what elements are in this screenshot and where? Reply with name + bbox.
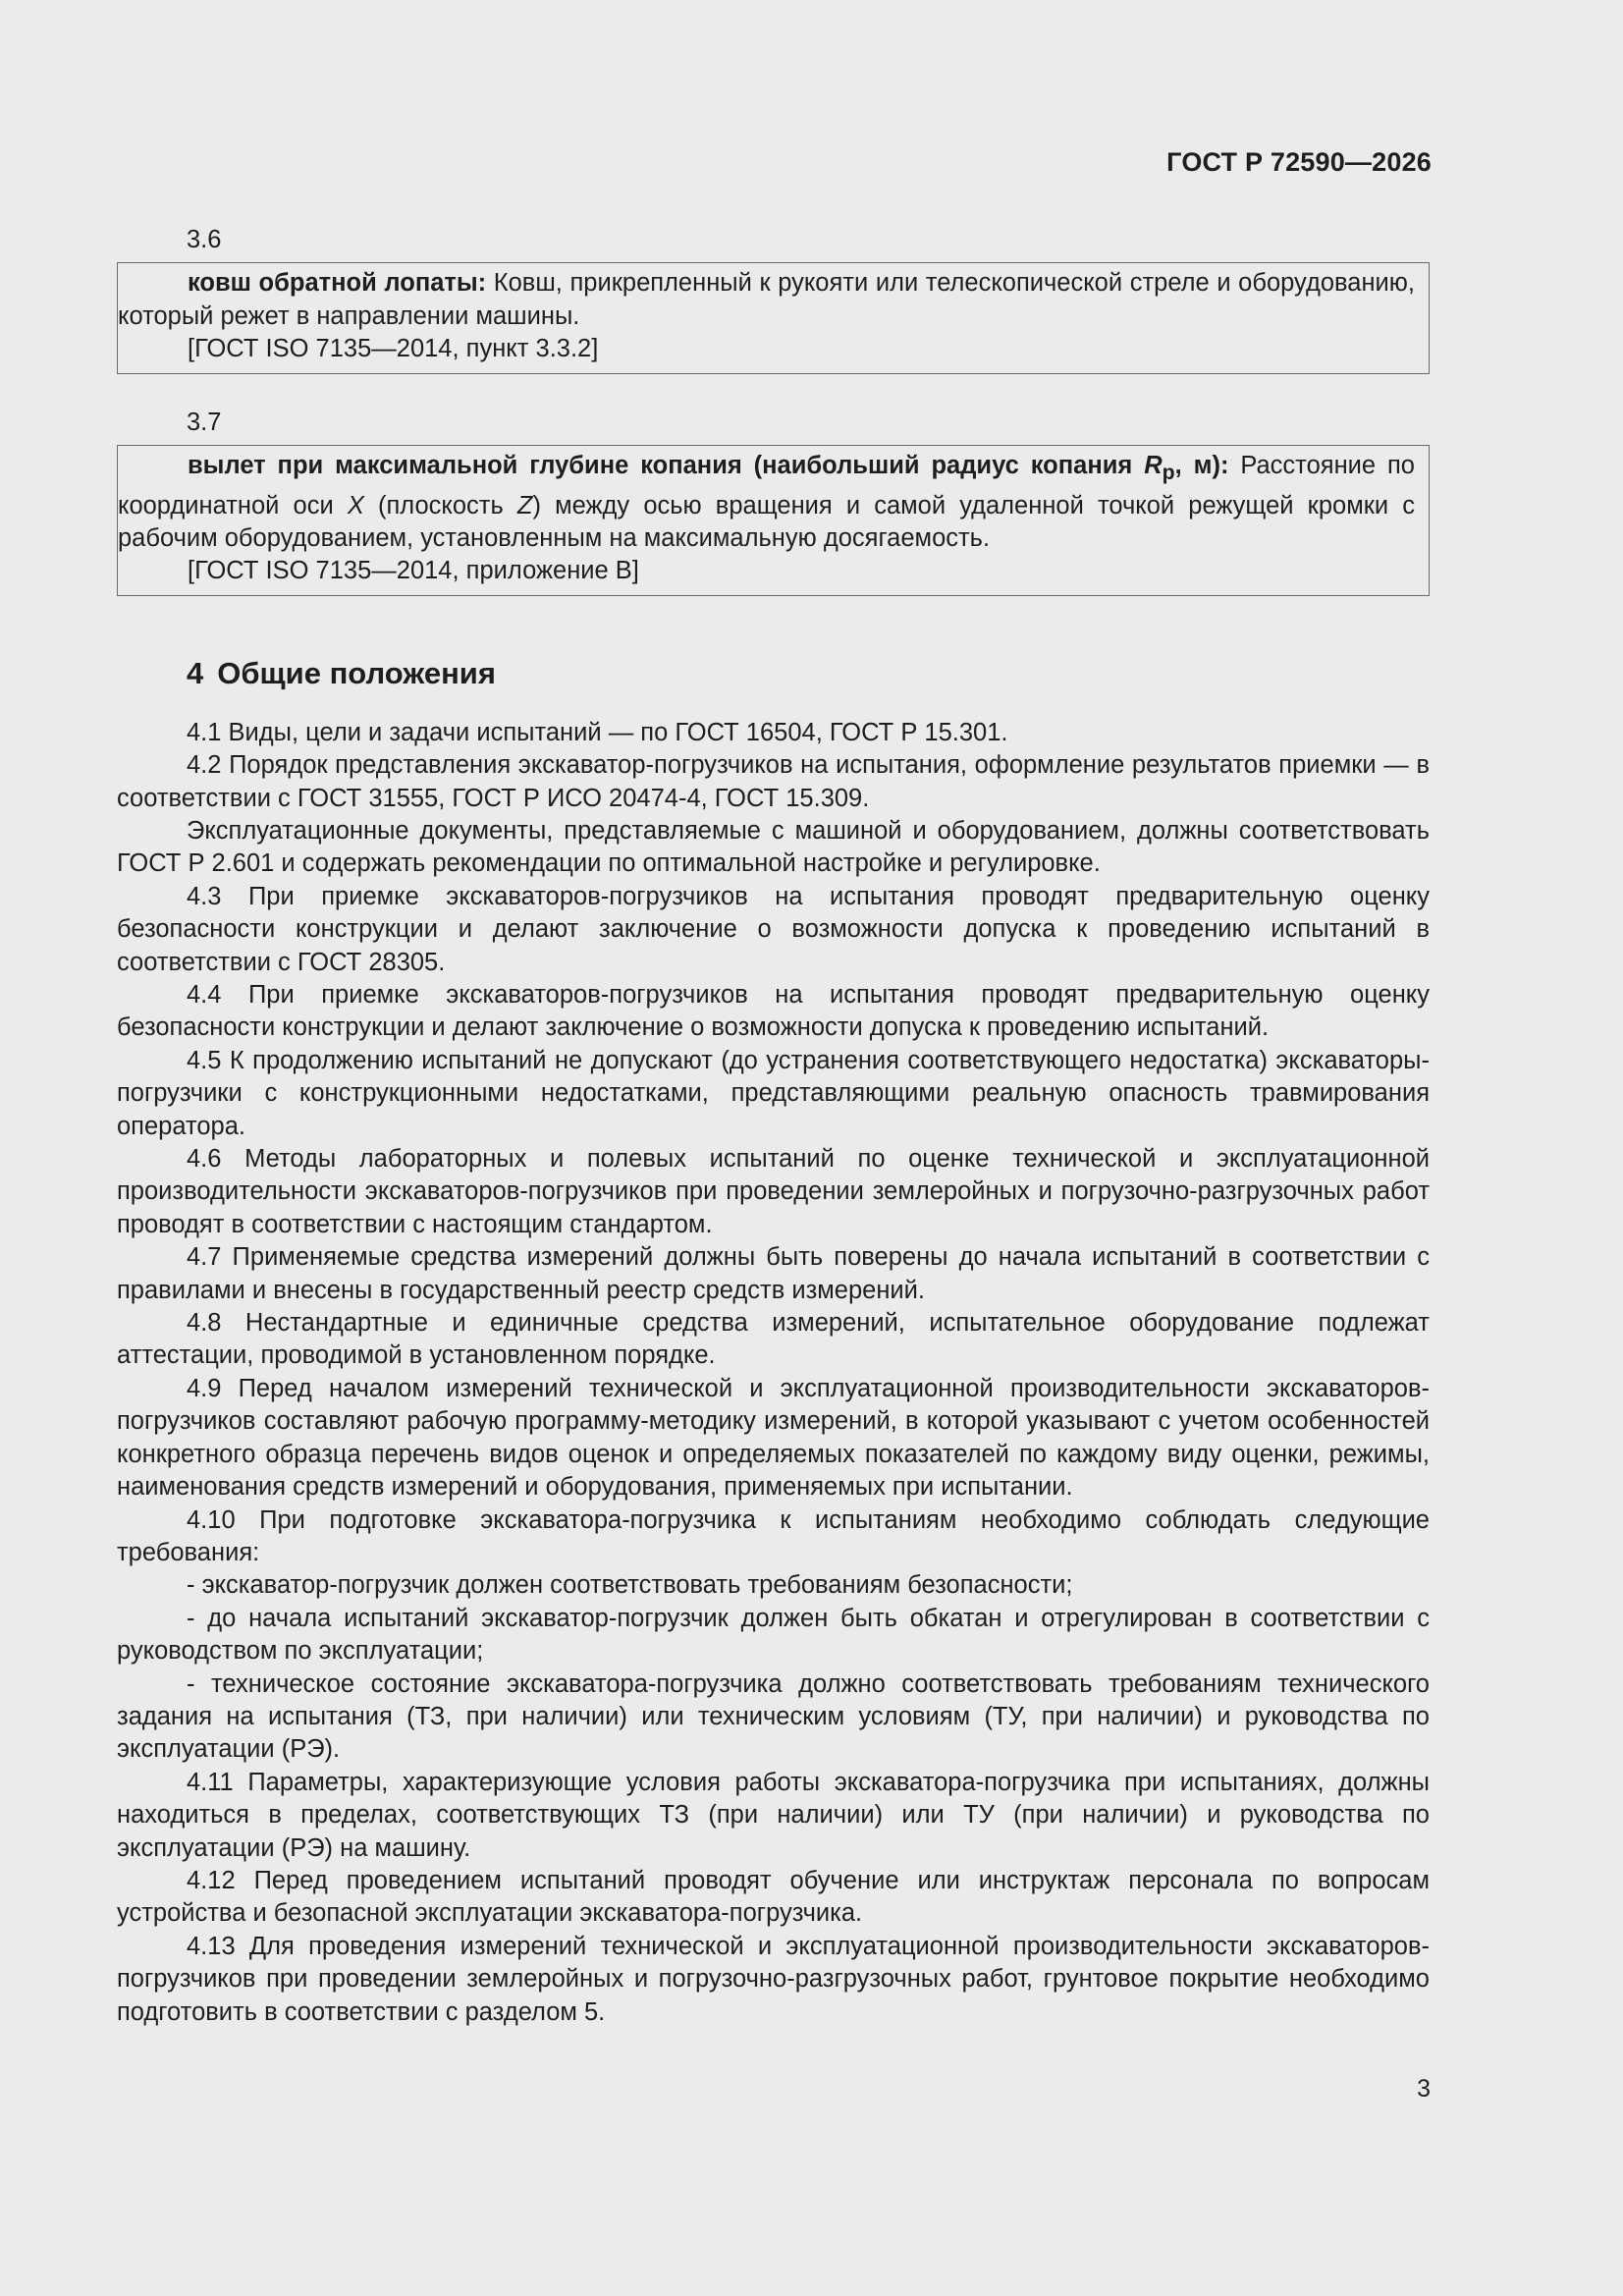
axis-symbol-x: X [347, 491, 364, 519]
paragraph: 4.13 Для проведения измерений технической и эксплуатационной производительности экскаваторов-погрузчиков при проведении землеройных и погрузочно-разгрузочных работ, грунтовое покрытие необходимо подготовить в соответствии с разделом 5. [117, 1932, 1430, 2026]
document-body [117, 224, 1430, 2029]
term-definition-text: Ковш, прикрепленный к рукояти или телескопической стреле и оборудованию, который режет в направлении машины. [118, 269, 1415, 330]
paragraph: 4.5 К продолжению испытаний не допускают (до устранения соответствующего недостатка) экскаваторы-погрузчики с конструкционными недостатками, представляющими реальную опасность травмирования оператора. [117, 1046, 1430, 1140]
term-name [188, 452, 1229, 485]
paragraph: 4.9 Перед началом измерений технической и эксплуатационной производительности экскаваторов-погрузчиков составляют рабочую программу-методику измерений, в которой указывают с учетом особенностей конкретного образца перечень видов оценок и определяемых показателей по каждому виду оценки, режимы, наименования средств измерений и оборудования, применяемых при испытании. [117, 1374, 1430, 1502]
paragraph: 4.8 Нестандартные и единичные средства измерений, испытательное оборудование подлежат аттестации, проводимой в установленном порядке. [117, 1309, 1430, 1370]
paragraph: 4.1 Виды, цели и задачи испытаний — по ГОСТ 16504, ГОСТ Р 15.301. [187, 718, 1008, 746]
term-name: ковш обратной лопаты: [188, 269, 487, 298]
term-definition [118, 450, 1415, 555]
paragraph: 4.10 При подготовке экскаватора-погрузчика к испытаниям необходимо соблюдать следующие требования: [117, 1505, 1430, 1566]
plane-symbol-z: Z [516, 491, 533, 519]
term-box [117, 445, 1430, 596]
paragraph: 4.7 Применяемые средства измерений должны быть поверены до начала испытаний в соответствии с правилами и внесены в государственный реестр средств измерений. [117, 1243, 1430, 1304]
term-box [117, 262, 1430, 373]
paragraph: Эксплуатационные документы, представляемые с машиной и оборудованием, должны соответствовать ГОСТ Р 2.601 и содержать рекомендации по оптимальной настройке и регулировке. [117, 816, 1430, 878]
page-number: 3 [1417, 2075, 1431, 2103]
term-name-text: вылет при максимальной глубине копания (наибольший радиус копания [188, 452, 1145, 480]
term-definition [118, 267, 1415, 333]
term-number: 3.7 [187, 408, 222, 436]
term-source: [ГОСТ ISO 7135—2014, приложение В] [188, 557, 639, 585]
paragraph: 4.3 При приемке экскаваторов-погрузчиков на испытания проводят предварительную оценку безопасности конструкции и делают заключение о возможности допуска к проведению испытаний в соответствии с ГОСТ 28305. [117, 882, 1430, 976]
term-number: 3.6 [187, 226, 222, 253]
section-number: 4 [187, 655, 204, 690]
term-definition-text: Расстояние по координатной оси [118, 452, 1415, 519]
paragraph: 4.6 Методы лабораторных и полевых испытаний по оценке технической и эксплуатационной производительности экскаваторов-погрузчиков при проведении землеройных и погрузочно-разгрузочных работ проводят в соответствии с настоящим стандартом. [117, 1145, 1430, 1238]
term-definition-text: (плоскость [363, 491, 517, 519]
term-source: [ГОСТ ISO 7135—2014, пункт 3.3.2] [188, 335, 599, 363]
list-item: - техническое состояние экскаватора-погрузчика должно соответствовать требованиям технического задания на испытания (ТЗ, при наличии) или техническим условиям (ТУ, при наличии) и руководства по эксплуатации (РЭ). [117, 1669, 1430, 1764]
term-name-subscript: p [1162, 461, 1175, 485]
paragraph: 4.2 Порядок представления экскаватор-погрузчиков на испытания, оформление результатов приемки — в соответствии с ГОСТ 31555, ГОСТ Р ИСО 20474-4, ГОСТ 15.309. [117, 751, 1430, 812]
paragraph: 4.11 Параметры, характеризующие условия работы экскаватора-погрузчика при испытаниях, должны находиться в пределах, соответствующих ТЗ (при наличии) или ТУ (при наличии) и руководства по эксплуатации (РЭ) на машину. [117, 1768, 1430, 1862]
section-heading [117, 654, 1430, 693]
term-name-text-end: , м): [1174, 452, 1229, 480]
list-item: - экскаватор-погрузчик должен соответствовать требованиям безопасности; [187, 1571, 1073, 1600]
document-header-id: ГОСТ Р 72590—2026 [1166, 147, 1432, 177]
list-item: - до начала испытаний экскаватор-погрузчик должен быть обкатан и отрегулирован в соответствии с руководством по эксплуатации; [117, 1604, 1430, 1666]
term-name-symbol: R [1144, 452, 1163, 480]
term-definition-text: ) между осью вращения и самой удаленной точкой режущей кромки с рабочим оборудованием, установленным на максимальную досягаемость. [118, 491, 1416, 552]
paragraph: 4.12 Перед проведением испытаний проводят обучение или инструктаж персонала по вопросам устройства и безопасной эксплуатации экскаватора-погрузчика. [117, 1866, 1430, 1928]
section-title: Общие положения [217, 655, 496, 690]
paragraph: 4.4 При приемке экскаваторов-погрузчиков на испытания проводят предварительную оценку безопасности конструкции и делают заключение о возможности допуска к проведению испытаний. [117, 981, 1430, 1042]
